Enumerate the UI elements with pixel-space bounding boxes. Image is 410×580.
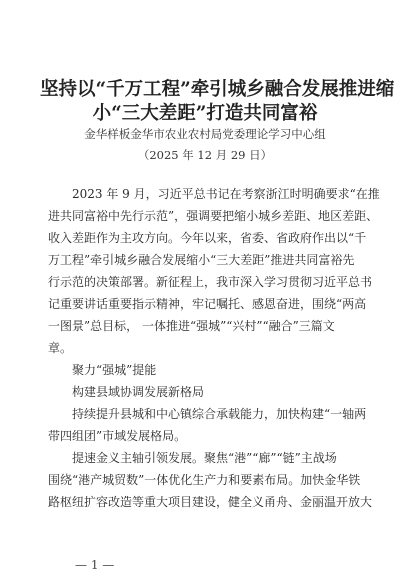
section-heading: 聚力“强城”提能 xyxy=(72,363,157,377)
paragraph-1-line: 章。 xyxy=(48,341,73,355)
paragraph-2-line: 带四组团”市域发展格局。 xyxy=(48,429,187,443)
paragraph-3-line: 提速金义主轴引领发展。聚焦“港”“廊”“链”主战场 xyxy=(72,451,337,465)
paragraph-3-line: 路枢纽扩容改造等重大项目建设，健全义甬舟、金丽温开放大 xyxy=(48,495,373,509)
paragraph-1-line: 收入差距作为主攻方向。今年以来，省委、省政府作出以“千 xyxy=(48,231,367,245)
subsection-heading: 构建县域协调发展新格局 xyxy=(72,385,205,399)
paragraph-1-line: 进共同富裕中先行示范”，强调要把缩小城乡差距、地区差距、 xyxy=(48,209,379,223)
document-date: （2025 年 12 月 29 日） xyxy=(137,148,273,162)
paragraph-1-line: 记重要讲话重要指示精神，牢记嘱托、感恩奋进，围绕“两高 xyxy=(48,297,367,311)
paragraph-1-line: 行示范的决策部署。新征程上，我市深入学习贯彻习近平总书 xyxy=(48,275,373,289)
paragraph-1-line: 万工程”牵引城乡融合发展缩小“三大差距”推进共同富裕先 xyxy=(48,253,355,267)
paragraph-1-line: 一图景”总目标， 一体推进“强城”“兴村”“融合”三篇文 xyxy=(48,319,335,333)
document-author: 金华样板金华市农业农村局党委理论学习中心组 xyxy=(84,127,326,141)
document-title-line-1: 坚持以“千万工程”牵引城乡融合发展推进缩 xyxy=(40,79,395,100)
paragraph-1-line: 2023 年 9 月，习近平总书记在考察浙江时明确要求“在推 xyxy=(72,187,380,201)
page-number: — 1 — xyxy=(75,558,115,572)
paragraph-2-line: 持续提升县城和中心镇综合承载能力，加快构建“一轴两 xyxy=(72,407,367,421)
paragraph-3-line: 围绕“港产城贸数”一体优化生产力和要素布局。加快金华铁 xyxy=(48,473,361,487)
document-title-line-2: 小“三大差距”打造共同富裕 xyxy=(92,103,318,124)
